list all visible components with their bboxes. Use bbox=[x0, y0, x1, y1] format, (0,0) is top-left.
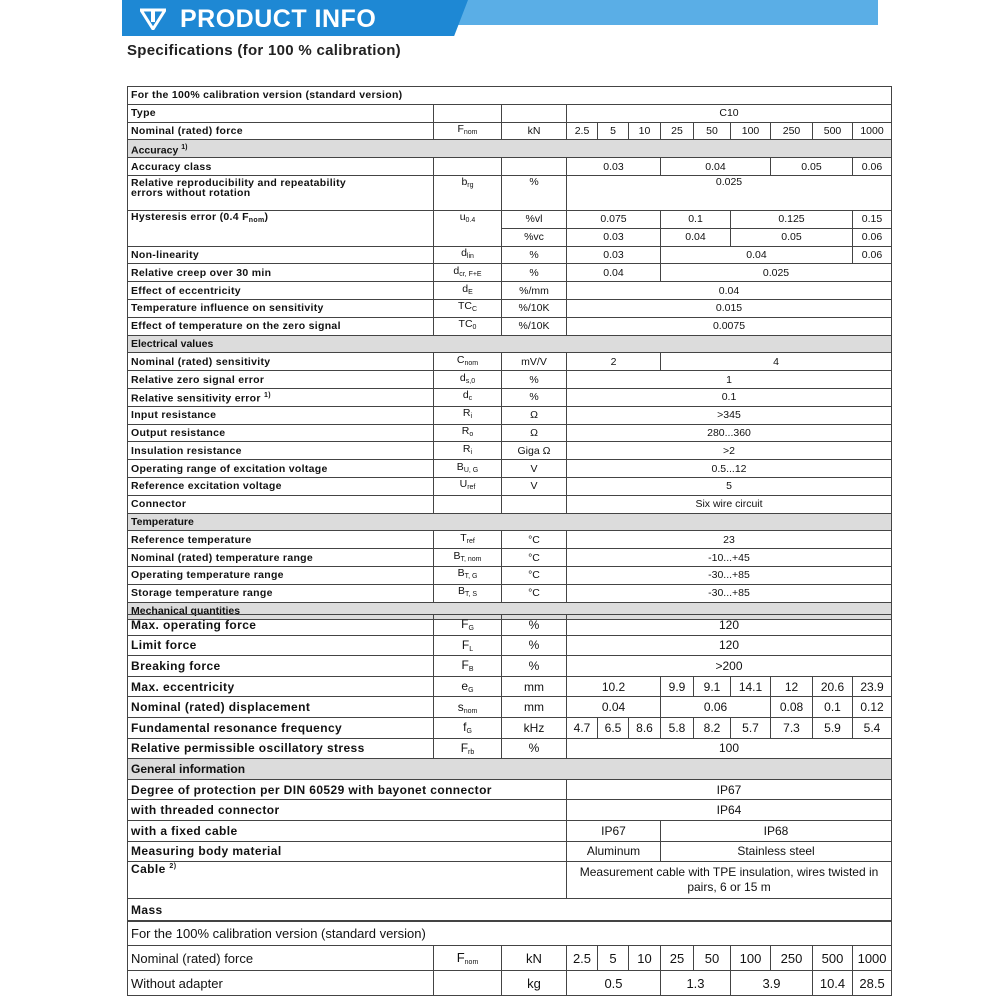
row-symbol: $B_{T, G}$ bbox=[434, 566, 502, 584]
value-cell: 0.1 bbox=[661, 210, 731, 228]
table-caption: For the 100% calibration version (standard version) bbox=[128, 921, 892, 946]
row-unit: % bbox=[502, 615, 567, 636]
row-unit: °C bbox=[502, 584, 567, 602]
value-cell: 0.04 bbox=[661, 158, 771, 176]
max-operating-force-row bbox=[128, 615, 892, 636]
value-cell: IP67 bbox=[567, 820, 661, 841]
row-symbol: $F_{rb}$ bbox=[434, 738, 502, 759]
value-cell: 0.04 bbox=[661, 246, 853, 264]
row-unit: kN bbox=[502, 946, 567, 971]
value-cell: Six wire circuit bbox=[567, 495, 892, 513]
row-symbol: $F_G$ bbox=[434, 615, 502, 636]
mass-without-adapter-row bbox=[128, 971, 892, 996]
value-cell: 7.3 bbox=[771, 717, 813, 738]
row-unit: % bbox=[502, 656, 567, 677]
row-unit: Ω bbox=[502, 424, 567, 442]
force-cell: 250 bbox=[771, 122, 813, 140]
connector-row bbox=[128, 495, 892, 513]
row-unit: %/10K bbox=[502, 299, 567, 317]
value-cell: -30...+85 bbox=[567, 566, 892, 584]
row-symbol: $TC_C$ bbox=[434, 299, 502, 317]
row-unit: °C bbox=[502, 531, 567, 549]
row-unit: kHz bbox=[502, 717, 567, 738]
row-label: Breaking force bbox=[128, 656, 434, 677]
value-cell: 0.015 bbox=[567, 299, 892, 317]
value-cell: 0.1 bbox=[813, 697, 853, 718]
row-label: Non-linearity bbox=[128, 246, 434, 264]
force-symbol: $F_{nom}$ bbox=[434, 122, 502, 140]
row-label: Max. operating force bbox=[128, 615, 434, 636]
value-cell: >2 bbox=[567, 442, 892, 460]
row-symbol: $B_{T, S}$ bbox=[434, 584, 502, 602]
value-cell: Measurement cable with TPE insulation, wires twisted in pairs, 6 or 15 m bbox=[567, 862, 892, 899]
force-cell: 10 bbox=[629, 122, 661, 140]
value-cell: 0.15 bbox=[853, 210, 892, 228]
row-label: Cable $^{2)}$ bbox=[128, 862, 567, 899]
mass-table bbox=[127, 920, 892, 996]
force-cell: 100 bbox=[731, 946, 771, 971]
value-cell: 100 bbox=[567, 738, 892, 759]
row-label: Relative sensitivity error $^{1)}$ bbox=[128, 388, 434, 406]
force-cell: 250 bbox=[771, 946, 813, 971]
row-unit: mV/V bbox=[502, 353, 567, 371]
force-cell: 100 bbox=[731, 122, 771, 140]
row-label: Degree of protection per DIN 60529 with bayonet connector bbox=[128, 779, 567, 800]
row-label: Relative creep over 30 min bbox=[128, 264, 434, 282]
value-cell: 0.12 bbox=[853, 697, 892, 718]
section-general bbox=[128, 759, 892, 780]
excitation-range-row bbox=[128, 460, 892, 478]
value-cell: 0.5...12 bbox=[567, 460, 892, 478]
row-label: Nominal (rated) temperature range bbox=[128, 549, 434, 567]
value-cell: 0.1 bbox=[567, 388, 892, 406]
row-symbol: $F_B$ bbox=[434, 656, 502, 677]
row-label: Nominal (rated) sensitivity bbox=[128, 353, 434, 371]
force-cell: 1000 bbox=[853, 122, 892, 140]
force-cell: 10 bbox=[629, 946, 661, 971]
row-symbol: $f_G$ bbox=[434, 717, 502, 738]
value-cell: 9.9 bbox=[661, 676, 694, 697]
value-cell: 280...360 bbox=[567, 424, 892, 442]
reference-temperature-row bbox=[128, 531, 892, 549]
spec-subtitle: Specifications (for 100 % calibration) bbox=[127, 42, 401, 59]
mass-caption-row bbox=[128, 921, 892, 946]
row-label: Operating temperature range bbox=[128, 566, 434, 584]
row-unit: Giga Ω bbox=[502, 442, 567, 460]
row-symbol: $B_{U, G}$ bbox=[434, 460, 502, 478]
caption-row bbox=[128, 87, 892, 105]
section-title: Temperature bbox=[128, 513, 892, 531]
force-cell: 25 bbox=[661, 946, 694, 971]
value-cell: 0.03 bbox=[567, 158, 661, 176]
row-label: Connector bbox=[128, 495, 434, 513]
output-resistance-row bbox=[128, 424, 892, 442]
row-unit: mm bbox=[502, 676, 567, 697]
value-cell: Aluminum bbox=[567, 841, 661, 862]
value-cell: 4 bbox=[661, 353, 892, 371]
row-label: Nominal (rated) force bbox=[128, 946, 434, 971]
value-cell: 8.2 bbox=[694, 717, 731, 738]
value-cell: 8.6 bbox=[629, 717, 661, 738]
protection-row bbox=[128, 779, 892, 800]
type-value: C10 bbox=[567, 104, 892, 122]
row-unit: % bbox=[502, 635, 567, 656]
row-symbol: $B_{T, nom}$ bbox=[434, 549, 502, 567]
value-cell: IP68 bbox=[661, 820, 892, 841]
row-label: Relative permissible oscillatory stress bbox=[128, 738, 434, 759]
row-symbol: $R_i$ bbox=[434, 442, 502, 460]
tc-zero-row bbox=[128, 317, 892, 335]
value-cell: 4.7 bbox=[567, 717, 598, 738]
row-unit: % bbox=[502, 264, 567, 282]
row-label: Output resistance bbox=[128, 424, 434, 442]
tc-sensitivity-row bbox=[128, 299, 892, 317]
row-unit: %/10K bbox=[502, 317, 567, 335]
row-unit: %vl bbox=[502, 210, 567, 228]
eccentricity-row bbox=[128, 282, 892, 300]
row-unit: %/mm bbox=[502, 282, 567, 300]
row-symbol: $R_o$ bbox=[434, 424, 502, 442]
row-unit: % bbox=[502, 175, 567, 210]
section-title: Mass bbox=[128, 899, 892, 922]
value-cell: 0.03 bbox=[567, 246, 661, 264]
value-cell: -30...+85 bbox=[567, 584, 892, 602]
force-cell: 500 bbox=[813, 946, 853, 971]
type-row bbox=[128, 104, 892, 122]
reference-excitation-row bbox=[128, 477, 892, 495]
value-cell: 0.05 bbox=[731, 228, 853, 246]
row-label: Relative reproducibility and repeatability errors without rotation bbox=[128, 175, 434, 210]
section-title: Accuracy $^{1)}$ bbox=[128, 140, 892, 158]
value-cell: >200 bbox=[567, 656, 892, 677]
row-symbol: $e_G$ bbox=[434, 676, 502, 697]
row-symbol: $d_{s,0}$ bbox=[434, 371, 502, 389]
mechanical-general-table bbox=[127, 614, 892, 922]
row-label: Hysteresis error (0.4 $F_{nom}$) bbox=[128, 210, 434, 246]
mass-title-row bbox=[128, 899, 892, 922]
value-cell: >345 bbox=[567, 406, 892, 424]
value-cell: 23 bbox=[567, 531, 892, 549]
row-unit: °C bbox=[502, 549, 567, 567]
value-cell: 0.06 bbox=[853, 246, 892, 264]
force-cell: 50 bbox=[694, 122, 731, 140]
sensitivity-error-row bbox=[128, 388, 892, 406]
section-temperature bbox=[128, 513, 892, 531]
mass-force-row bbox=[128, 946, 892, 971]
value-cell: 1 bbox=[567, 371, 892, 389]
value-cell: 0.06 bbox=[661, 697, 771, 718]
value-cell: 0.025 bbox=[567, 175, 892, 210]
row-symbol: $s_{nom}$ bbox=[434, 697, 502, 718]
value-cell: 0.04 bbox=[567, 282, 892, 300]
section-title: Mechanical quantities bbox=[128, 602, 892, 620]
table-caption: For the 100% calibration version (standard version) bbox=[128, 87, 892, 105]
row-unit: kg bbox=[502, 971, 567, 996]
row-label: Reference temperature bbox=[128, 531, 434, 549]
max-eccentricity-row bbox=[128, 676, 892, 697]
row-symbol: $d_c$ bbox=[434, 388, 502, 406]
accuracy-class-row bbox=[128, 158, 892, 176]
specifications-table bbox=[127, 86, 892, 620]
force-cell: 5 bbox=[598, 946, 629, 971]
value-cell: 5.7 bbox=[731, 717, 771, 738]
value-cell: 5.4 bbox=[853, 717, 892, 738]
row-label: Reference excitation voltage bbox=[128, 477, 434, 495]
value-cell: 0.025 bbox=[661, 264, 892, 282]
value-cell: Stainless steel bbox=[661, 841, 892, 862]
value-cell: 0.06 bbox=[853, 228, 892, 246]
row-label: Accuracy class bbox=[128, 158, 434, 176]
triangle-logo-icon bbox=[140, 8, 166, 30]
type-label: Type bbox=[128, 104, 434, 122]
value-cell: 6.5 bbox=[598, 717, 629, 738]
row-unit: V bbox=[502, 460, 567, 478]
nominal-temperature-row bbox=[128, 549, 892, 567]
nonlinearity-row bbox=[128, 246, 892, 264]
row-label: Effect of eccentricity bbox=[128, 282, 434, 300]
value-cell: -10...+45 bbox=[567, 549, 892, 567]
value-cell: 2 bbox=[567, 353, 661, 371]
row-unit: % bbox=[502, 388, 567, 406]
row-label: Without adapter bbox=[128, 971, 434, 996]
value-cell: 0.04 bbox=[661, 228, 731, 246]
storage-temperature-row bbox=[128, 584, 892, 602]
value-cell: 12 bbox=[771, 676, 813, 697]
resonance-frequency-row bbox=[128, 717, 892, 738]
value-cell: 20.6 bbox=[813, 676, 853, 697]
value-cell: 3.9 bbox=[731, 971, 813, 996]
force-cell: 50 bbox=[694, 946, 731, 971]
row-unit: %vc bbox=[502, 228, 567, 246]
row-label: Max. eccentricity bbox=[128, 676, 434, 697]
input-resistance-row bbox=[128, 406, 892, 424]
row-unit: % bbox=[502, 246, 567, 264]
row-symbol: $d_{cr, F+E}$ bbox=[434, 264, 502, 282]
force-row bbox=[128, 122, 892, 140]
value-cell: 0.06 bbox=[853, 158, 892, 176]
zero-signal-error-row bbox=[128, 371, 892, 389]
hysteresis-row-1 bbox=[128, 210, 892, 228]
row-label: Fundamental resonance frequency bbox=[128, 717, 434, 738]
row-unit: Ω bbox=[502, 406, 567, 424]
threaded-connector-row bbox=[128, 800, 892, 821]
row-label: Operating range of excitation voltage bbox=[128, 460, 434, 478]
row-symbol: $d_E$ bbox=[434, 282, 502, 300]
value-cell: 10.2 bbox=[567, 676, 661, 697]
value-cell: 10.4 bbox=[813, 971, 853, 996]
fixed-cable-row bbox=[128, 820, 892, 841]
breaking-force-row bbox=[128, 656, 892, 677]
row-label: with a fixed cable bbox=[128, 820, 567, 841]
value-cell: 120 bbox=[567, 615, 892, 636]
reproducibility-row bbox=[128, 175, 892, 210]
force-cell: 5 bbox=[598, 122, 629, 140]
row-label: Temperature influence on sensitivity bbox=[128, 299, 434, 317]
limit-force-row bbox=[128, 635, 892, 656]
row-unit: °C bbox=[502, 566, 567, 584]
value-cell: 0.04 bbox=[567, 697, 661, 718]
row-label: Effect of temperature on the zero signal bbox=[128, 317, 434, 335]
value-cell: IP64 bbox=[567, 800, 892, 821]
value-cell: 0.05 bbox=[771, 158, 853, 176]
row-symbol: $U_{ref}$ bbox=[434, 477, 502, 495]
value-cell: 9.1 bbox=[694, 676, 731, 697]
force-unit: kN bbox=[502, 122, 567, 140]
oscillatory-stress-row bbox=[128, 738, 892, 759]
sensitivity-row bbox=[128, 353, 892, 371]
row-unit: V bbox=[502, 477, 567, 495]
row-symbol: $F_{nom}$ bbox=[434, 946, 502, 971]
row-symbol: $b_{rg}$ bbox=[434, 175, 502, 210]
value-cell: 0.075 bbox=[567, 210, 661, 228]
row-label: Limit force bbox=[128, 635, 434, 656]
insulation-resistance-row bbox=[128, 442, 892, 460]
value-cell: IP67 bbox=[567, 779, 892, 800]
force-cell: 25 bbox=[661, 122, 694, 140]
value-cell: 0.125 bbox=[731, 210, 853, 228]
row-label: Measuring body material bbox=[128, 841, 567, 862]
row-symbol: $C_{nom}$ bbox=[434, 353, 502, 371]
value-cell: 0.0075 bbox=[567, 317, 892, 335]
value-cell: 0.04 bbox=[567, 264, 661, 282]
force-cell: 2.5 bbox=[567, 946, 598, 971]
value-cell: 0.08 bbox=[771, 697, 813, 718]
value-cell: 5.8 bbox=[661, 717, 694, 738]
row-label: Insulation resistance bbox=[128, 442, 434, 460]
row-label: Relative zero signal error bbox=[128, 371, 434, 389]
force-label: Nominal (rated) force bbox=[128, 122, 434, 140]
section-title: Electrical values bbox=[128, 335, 892, 353]
section-title: General information bbox=[128, 759, 892, 780]
page-title: PRODUCT INFO bbox=[180, 5, 377, 33]
row-label: with threaded connector bbox=[128, 800, 567, 821]
row-symbol: $d_{lin}$ bbox=[434, 246, 502, 264]
value-cell: 120 bbox=[567, 635, 892, 656]
row-label: Storage temperature range bbox=[128, 584, 434, 602]
section-accuracy bbox=[128, 140, 892, 158]
material-row bbox=[128, 841, 892, 862]
row-label: Nominal (rated) displacement bbox=[128, 697, 434, 718]
value-cell: 14.1 bbox=[731, 676, 771, 697]
row-unit: % bbox=[502, 371, 567, 389]
value-cell: 28.5 bbox=[853, 971, 892, 996]
row-unit: % bbox=[502, 738, 567, 759]
displacement-row bbox=[128, 697, 892, 718]
row-symbol: $TC_0$ bbox=[434, 317, 502, 335]
row-symbol: $T_{ref}$ bbox=[434, 531, 502, 549]
row-symbol: $R_i$ bbox=[434, 406, 502, 424]
force-cell: 1000 bbox=[853, 946, 892, 971]
row-symbol: $F_L$ bbox=[434, 635, 502, 656]
row-label: Input resistance bbox=[128, 406, 434, 424]
row-unit: mm bbox=[502, 697, 567, 718]
operating-temperature-row bbox=[128, 566, 892, 584]
value-cell: 23.9 bbox=[853, 676, 892, 697]
section-electrical bbox=[128, 335, 892, 353]
cable-row bbox=[128, 862, 892, 899]
value-cell: 0.03 bbox=[567, 228, 661, 246]
value-cell: 1.3 bbox=[661, 971, 731, 996]
row-symbol: $u_{0.4}$ bbox=[434, 210, 502, 246]
force-cell: 2.5 bbox=[567, 122, 598, 140]
value-cell: 5.9 bbox=[813, 717, 853, 738]
value-cell: 5 bbox=[567, 477, 892, 495]
force-cell: 500 bbox=[813, 122, 853, 140]
creep-row bbox=[128, 264, 892, 282]
value-cell: 0.5 bbox=[567, 971, 661, 996]
